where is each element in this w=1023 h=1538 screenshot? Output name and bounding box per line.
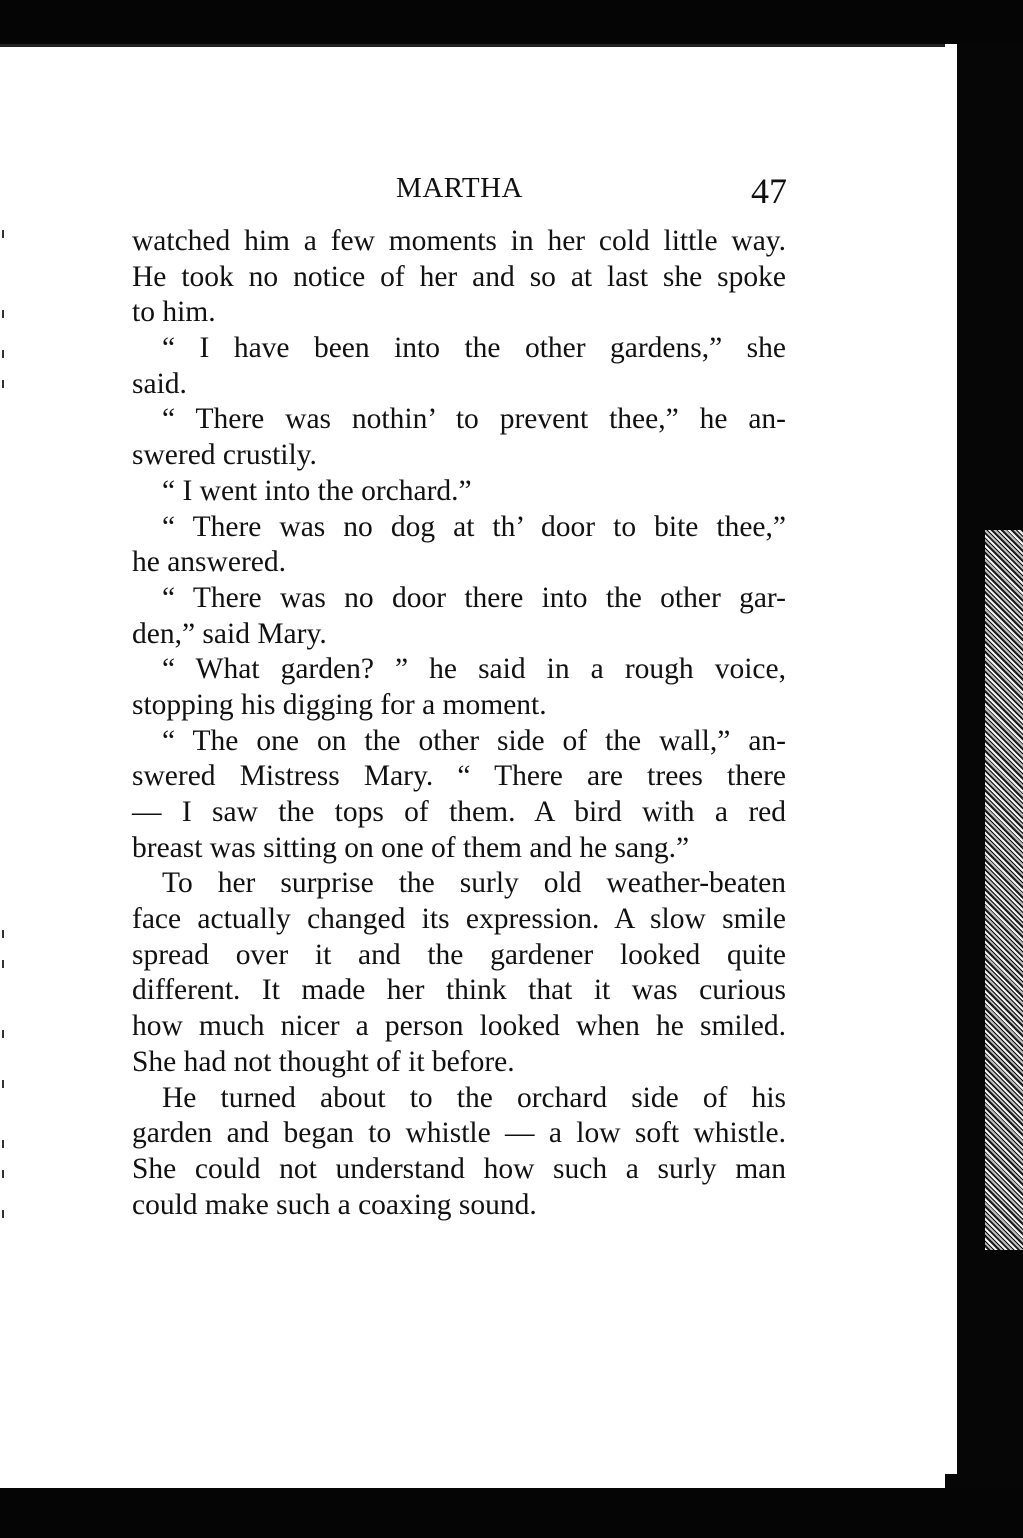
page-header xyxy=(132,168,787,218)
text-line: She had not thought of it before. xyxy=(132,1045,515,1078)
text-line: He took no notice of her and so at last she spoke xyxy=(132,260,786,293)
text-line: “ There was no door there into the other gar- xyxy=(162,581,786,614)
text-line: “ I went into the orchard.” xyxy=(162,474,472,507)
text-line: To her surprise the surly old weather-beaten xyxy=(162,867,786,900)
text-line: den,” said Mary. xyxy=(132,617,327,650)
page-number: 47 xyxy=(751,171,787,211)
text-line: She could not understand how such a surly man xyxy=(132,1152,786,1185)
text-line: “ There was no dog at th’ door to bite thee,” xyxy=(162,510,786,543)
text-line: said. xyxy=(132,367,187,400)
text-line: “ The one on the other side of the wall,” an- xyxy=(162,724,786,757)
text-line: spread over it and the gardener looked quite xyxy=(132,938,786,971)
text-line: he answered. xyxy=(132,546,286,579)
text-line: swered crustily. xyxy=(132,439,317,472)
page-edge-right xyxy=(945,44,957,1474)
text-line: different. It made her think that it was curious xyxy=(132,974,786,1007)
scan-border-top xyxy=(0,0,1023,44)
text-line: face actually changed its expression. A slow smile xyxy=(132,903,786,936)
running-title: MARTHA xyxy=(396,172,523,204)
text-line: watched him a few moments in her cold little way. xyxy=(132,225,786,257)
text-line: to him. xyxy=(132,296,216,329)
text-line: “ What garden? ” he said in a rough voice, xyxy=(162,653,786,686)
text-line: He turned about to the orchard side of his xyxy=(162,1081,786,1114)
text-line: how much nicer a person looked when he smiled. xyxy=(132,1010,786,1043)
scan-border-bottom xyxy=(0,1488,1023,1538)
left-margin-marks xyxy=(0,230,8,1230)
text-line: stopping his digging for a moment. xyxy=(132,688,547,721)
text-line: “ I have been into the other gardens,” she xyxy=(162,332,786,365)
text-line: breast was sitting on one of them and he sang.” xyxy=(132,831,690,864)
text-line: “ There was nothin’ to prevent thee,” he an- xyxy=(162,403,786,436)
scan-border-top-edge xyxy=(0,44,1000,47)
text-line: — I saw the tops of them. A bird with a red xyxy=(132,796,786,828)
text-line: garden and began to whistle — a low soft whistle. xyxy=(132,1117,786,1150)
text-line: swered Mistress Mary. “ There are trees there xyxy=(132,760,786,793)
body-text xyxy=(132,224,786,1223)
book-binding-texture xyxy=(985,530,1023,1250)
text-line: could make such a coaxing sound. xyxy=(132,1188,537,1221)
